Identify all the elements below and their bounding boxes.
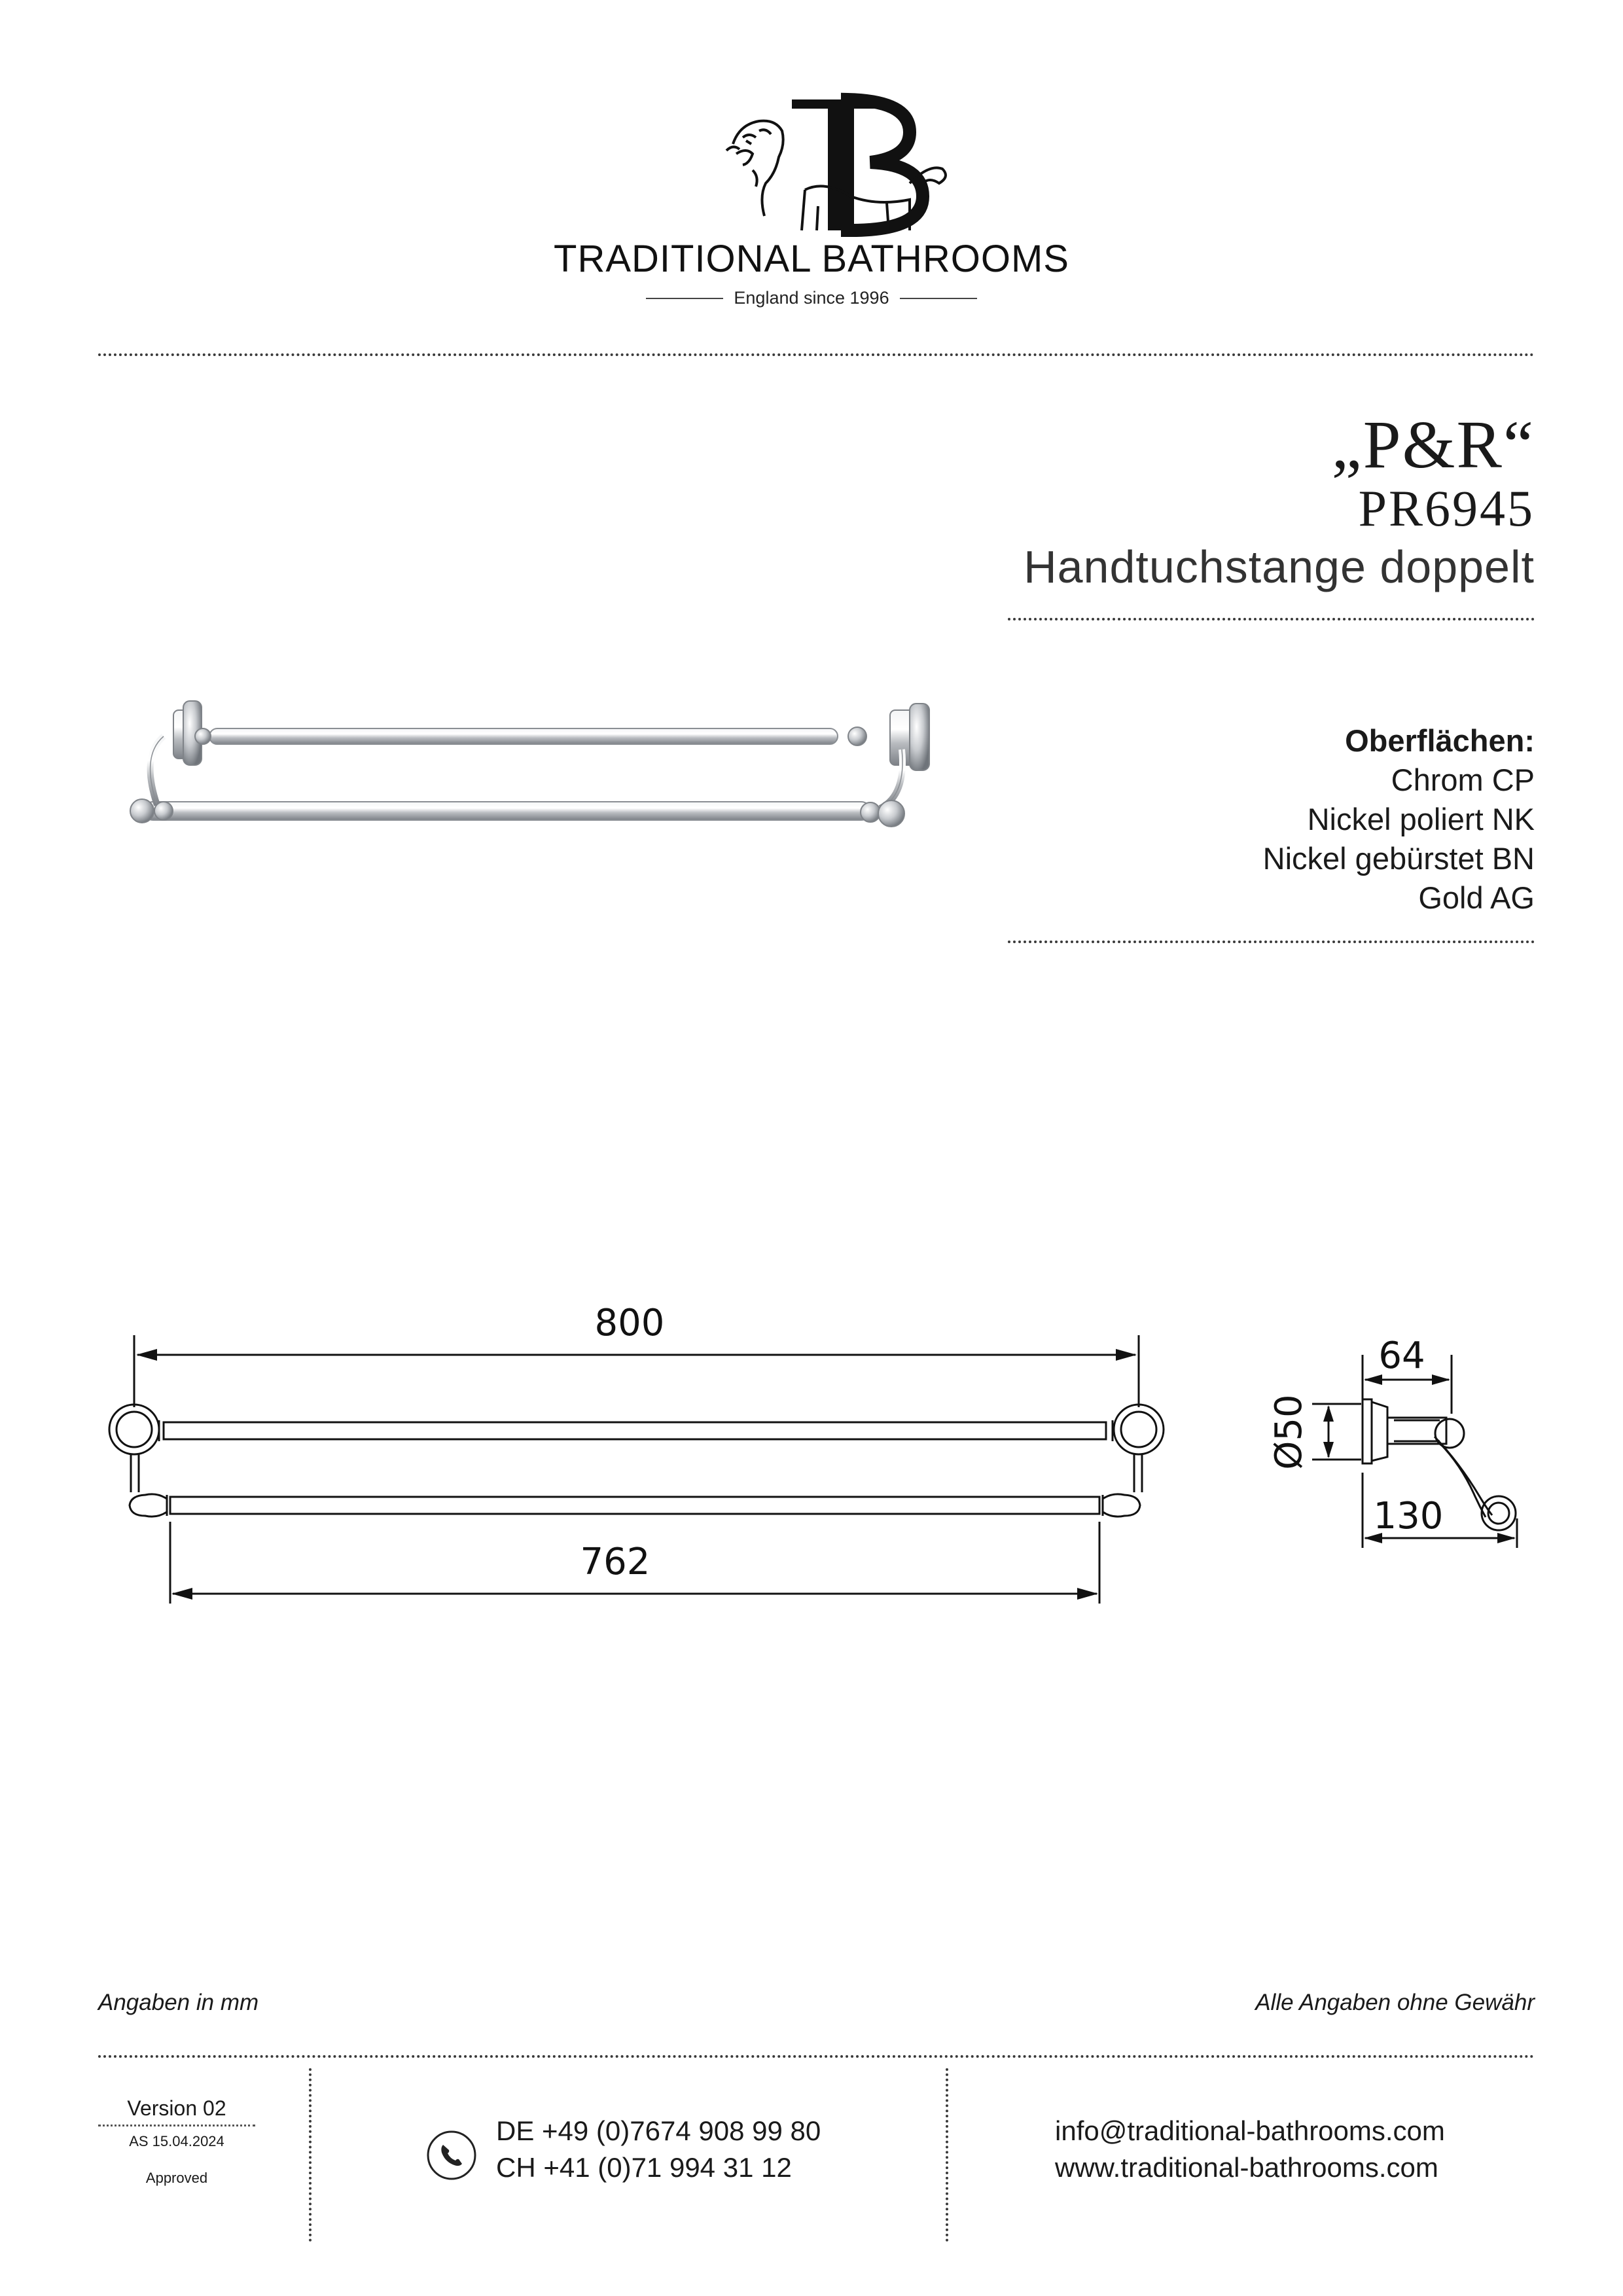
product-code: PR6945 bbox=[1358, 480, 1535, 537]
finish-divider bbox=[1008, 941, 1535, 943]
phone-ch[interactable]: CH +41 (0)71 994 31 12 bbox=[496, 2152, 792, 2183]
contact-block bbox=[1055, 2113, 1445, 2186]
arm-profile bbox=[1440, 1443, 1486, 1517]
finish-list bbox=[1263, 721, 1535, 918]
disclaimer-note: Alle Angaben ohne Gewähr bbox=[1255, 1990, 1535, 2015]
footer-separator bbox=[309, 2068, 312, 2242]
arrow-head bbox=[1077, 1588, 1098, 1600]
website-link[interactable]: www.traditional-bathrooms.com bbox=[1055, 2152, 1438, 2183]
finish-item: Gold AG bbox=[1418, 880, 1535, 915]
brand-logo bbox=[713, 92, 955, 239]
finish-item: Nickel gebürstet BN bbox=[1262, 841, 1535, 876]
dimension-label-800: 800 bbox=[594, 1302, 665, 1344]
phone-de[interactable]: DE +49 (0)7674 908 99 80 bbox=[496, 2115, 821, 2146]
arrow-head bbox=[1497, 1533, 1516, 1543]
right-finial bbox=[1103, 1494, 1140, 1516]
rosette-inner bbox=[1121, 1412, 1156, 1447]
version-rule bbox=[98, 2125, 255, 2126]
footer-divider bbox=[98, 2055, 1535, 2058]
rosette-profile bbox=[1372, 1402, 1387, 1461]
arrow-head bbox=[171, 1588, 192, 1600]
phone-icon bbox=[425, 2129, 478, 2181]
arrow-head bbox=[1432, 1374, 1450, 1385]
left-finial bbox=[130, 1494, 167, 1516]
side-view-drawing bbox=[1263, 1322, 1551, 1571]
version-label: Version 02 bbox=[127, 2096, 226, 2120]
finish-item: Chrom CP bbox=[1391, 762, 1535, 797]
product-series: „P&R“ bbox=[1331, 407, 1535, 482]
product-photo bbox=[111, 697, 962, 867]
tagline-rule-left bbox=[646, 298, 723, 299]
logo-letters bbox=[792, 99, 923, 230]
rosette-profile bbox=[1363, 1399, 1372, 1463]
tagline-rule-right bbox=[900, 298, 977, 299]
units-note: Angaben in mm bbox=[98, 1990, 259, 2015]
version-status: Approved bbox=[145, 2170, 208, 2186]
footer-separator bbox=[946, 2068, 948, 2242]
brand-name: TRADITIONAL BATHROOMS bbox=[554, 238, 1069, 280]
product-name: Handtuchstange doppelt bbox=[1024, 541, 1535, 592]
dimension-label-130: 130 bbox=[1373, 1495, 1444, 1537]
back-bar bbox=[164, 1422, 1106, 1439]
dimension-label-diameter: Ø50 bbox=[1268, 1394, 1310, 1470]
dimension-label-762: 762 bbox=[580, 1541, 651, 1583]
brand-tagline: England since 1996 bbox=[734, 288, 889, 308]
front-bar-section bbox=[1482, 1496, 1516, 1530]
title-divider bbox=[1008, 618, 1535, 620]
phone-block bbox=[496, 2113, 821, 2186]
front-bar bbox=[170, 1497, 1099, 1514]
arrow-head bbox=[1323, 1405, 1334, 1422]
brand-tagline-row bbox=[0, 288, 1623, 308]
front-view-drawing bbox=[98, 1296, 1178, 1623]
arrow-head bbox=[1116, 1349, 1137, 1361]
email-link[interactable]: info@traditional-bathrooms.com bbox=[1055, 2115, 1445, 2146]
version-box bbox=[98, 2096, 255, 2187]
lion-icon bbox=[726, 121, 783, 216]
finish-heading: Oberflächen: bbox=[1345, 723, 1535, 758]
rosette-inner bbox=[116, 1412, 152, 1447]
version-date: AS 15.04.2024 bbox=[129, 2133, 224, 2149]
finish-item: Nickel poliert NK bbox=[1307, 802, 1535, 836]
arrow-head bbox=[1323, 1442, 1334, 1458]
dimension-label-64: 64 bbox=[1378, 1335, 1425, 1377]
header-divider bbox=[98, 353, 1535, 356]
arrow-head bbox=[136, 1349, 157, 1361]
